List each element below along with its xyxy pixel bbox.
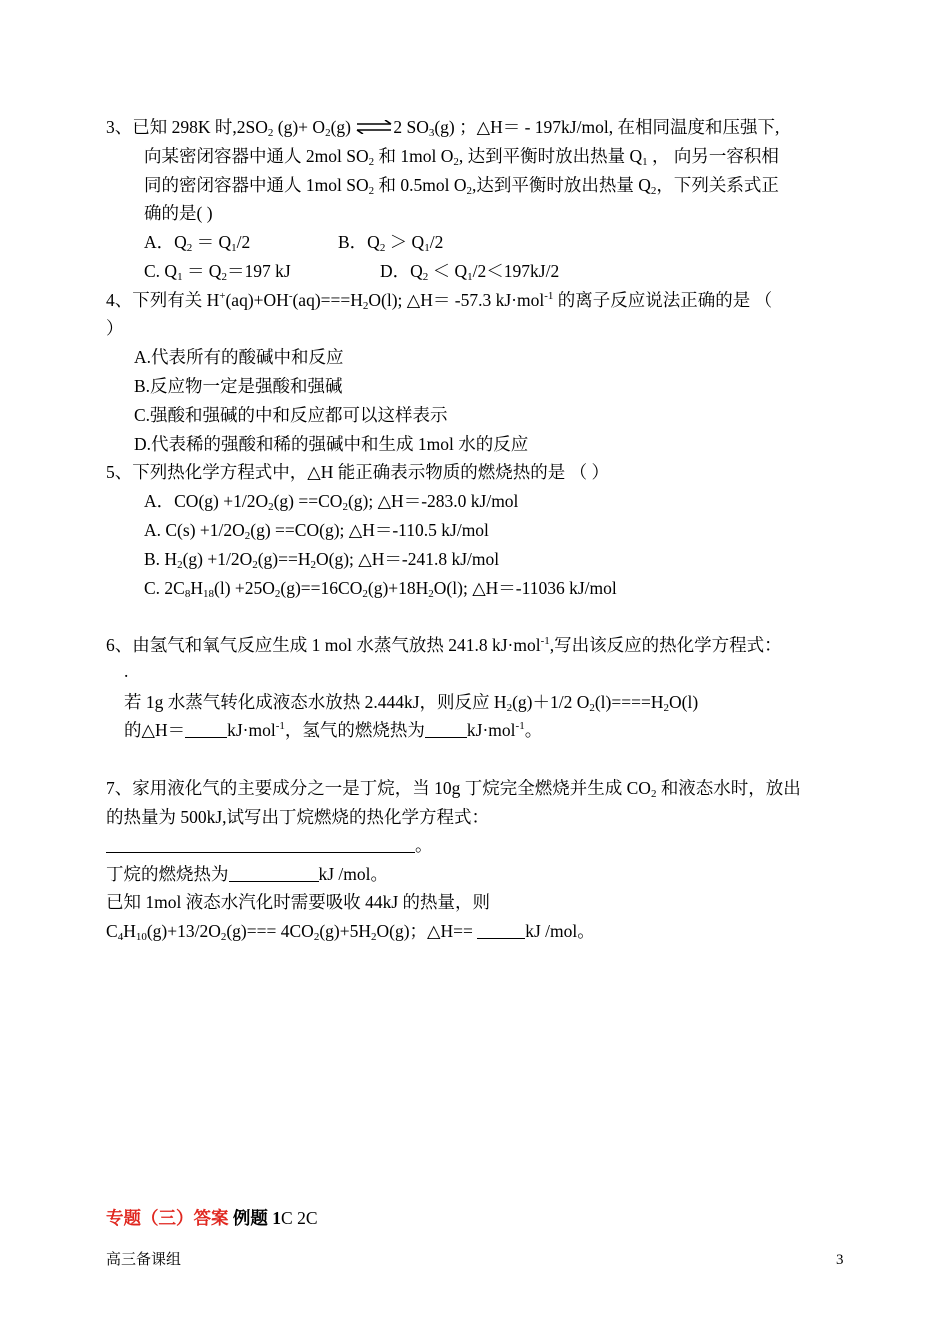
q3-line-2: 向某密闭容器中通人 2mol $SO_2$ 和 1mol $O_2$, 达到平衡时放出热量 $Q_1$ ， 向另一容积相	[144, 146, 779, 168]
answer-blank[interactable]	[185, 721, 227, 738]
q7-line-4: 丁烷的燃烧热为 kJ /mol。	[106, 864, 389, 884]
q6-line-2: 若 1g 水蒸气转化成液态水放热 2.444kJ，则反应 $H_2(g)+1/2$ $O_2(l)====H_2O(l)$	[124, 692, 699, 714]
q7-line-5: 已知 1mol 液态水汽化时需要吸收 44kJ 的热量，则	[106, 892, 491, 912]
q5-option-2: A. $C(s) +1/2O_2(g) ==CO(g)$; △H＝-110.5 kJ/mol	[144, 520, 489, 542]
q6-line-3: 的△H＝ kJ·mol$^{-1}$，氢气的燃烧热为 kJ·mol$^{-1}$。	[124, 720, 543, 740]
q3-option-c: C. $Q_1 = Q_2=197$ kJ	[144, 261, 291, 283]
q7-stem: 7、家用液化气的主要成分之一是丁烷，当 10g 丁烷完全燃烧并生成 $CO_2$ 和液态水时，放出	[106, 778, 801, 800]
q7-line-3: 。	[106, 834, 433, 856]
q4-option-c: C.强酸和强碱的中和反应都可以这样表示	[134, 405, 448, 425]
q3-option-b: B．$Q_2 > Q_1/2$	[338, 232, 444, 254]
q4-option-d: D.代表稀的强酸和稀的强碱中和生成 1mol 水的反应	[134, 434, 529, 454]
q5-option-3: B. $H_2(g) +1/2O_2(g)==H_2O(g)$; △H＝-241.8 kJ/mol	[144, 549, 500, 571]
q3-option-a: A．$Q_2 = Q_1/2$	[144, 232, 251, 254]
q3-option-d: D．$Q_2 < Q_1/2<197kJ/2$	[380, 261, 560, 283]
footer-group-name: 高三备课组	[106, 1252, 182, 1268]
q4-option-a: A.代表所有的酸碱中和反应	[134, 347, 344, 367]
q4-option-b: B.反应物一定是强酸和强碱	[134, 376, 343, 396]
q6-dot: .	[124, 661, 129, 681]
equilibrium-arrow-icon	[355, 120, 393, 134]
q3-line-4: 确的是( )	[144, 203, 213, 223]
q4-stem-close: ）	[106, 318, 124, 338]
q7-line-2: 的热量为 500kJ,试写出丁烷燃烧的热化学方程式：	[106, 807, 490, 827]
q5-option-4: C. $2C_8H_{18}(l) +25O_2(g)==16CO_2(g)+18H_2O(l)$; △H＝-11036 kJ/mol	[144, 578, 617, 600]
answer-blank[interactable]	[425, 721, 467, 738]
q3-line-1: 3、已知 298K 时$,2SO_2$ $(g)+ O_2(g)$ 2 $SO_3(g)$ ；△H＝ - 197kJ/mol, 在相同温度和压强下,	[106, 117, 780, 139]
q5-stem: 5、下列热化学方程式中，△H 能正确表示物质的燃烧热的是 （ ）	[106, 462, 609, 482]
q7-line-6: $C_4H_{10}(g)+13/2O_2(g)=== 4CO_2(g)+5H_2O(g)$；△H== kJ /mol。	[106, 921, 595, 943]
q6-stem: 6、由氢气和氧气反应生成 1 mol 水蒸气放热 241.8 kJ·mol$^{-1}$,写出该反应的热化学方程式：	[106, 635, 782, 655]
answer-blank[interactable]	[477, 922, 525, 939]
answer-line: 专题（三）答案 例题 1C 2C	[106, 1208, 318, 1228]
q5-option-1: A．$CO(g) +1/2O_2(g) ==CO_2(g)$; △H＝-283.0 kJ/mol	[144, 491, 519, 513]
q4-stem: 4、下列有关 $H^+(aq)+OH^-(aq)===H_2O(l)$; △H＝ -57.3 kJ·mol$^{-1}$ 的离子反应说法正确的是 （	[106, 290, 773, 312]
page-number: 3	[836, 1252, 844, 1268]
q3-line-3: 同的密闭容器中通人 1mol $SO_2$ 和 0.5mol $O_2$,达到平衡时放出热量 $Q_2$，下列关系式正	[144, 175, 779, 197]
answer-blank[interactable]	[229, 865, 319, 882]
answer-blank[interactable]	[106, 836, 415, 853]
